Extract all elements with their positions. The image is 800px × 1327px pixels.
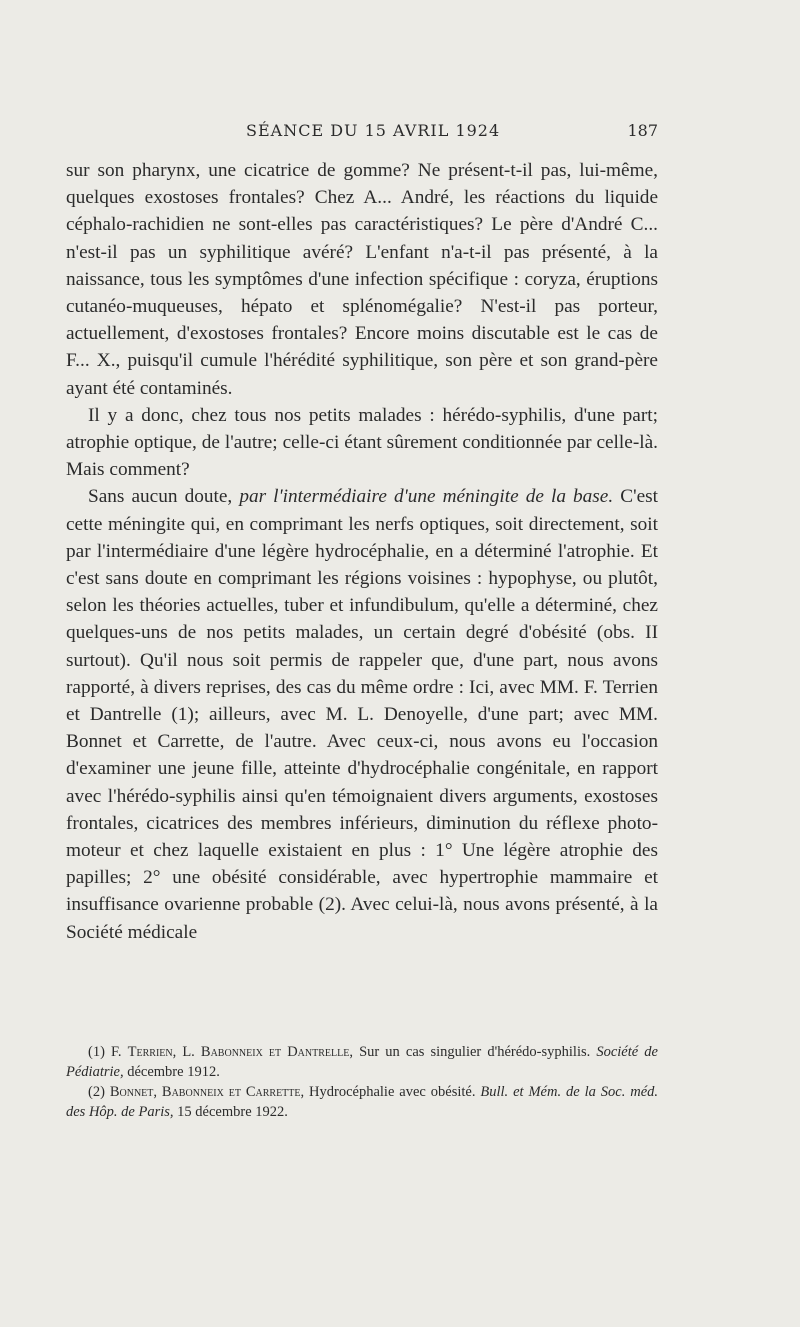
running-header (66, 121, 658, 141)
paragraph-3-italic: par l'intermédiaire d'une méningite de la base. (239, 486, 614, 508)
header-title: SÉANCE DU 15 AVRIL 1924 (246, 121, 501, 140)
paragraph-3-rest: C'est cette méningite qui, en comprimant les nerfs optiques, soit directement, soit par l'intermédiaire d'une légère hydrocéphalie, en a déterminé l'atrophie. Et c'est sans doute en comprimant les régions voisines : hypophyse, ou plutôt, selon les théories actuelles, tuber et infundibulum, qu'elle a déterminé, chez quelques-uns de nos petits malades, un certain degré d'obésité (obs. II surtout). Qu'il nous soit permis de rappeler que, d'une part, nous avons rapporté, à divers reprises, des cas du même ordre : Ici, avec MM. F. Terrien et Dantrelle (1); ailleurs, avec M. L. Denoyelle, d'une part; avec MM. Bonnet et Carrette, de l'autre. Avec ceux-ci, nous avons eu l'occasion d'examiner une jeune fille, atteinte d'hydrocéphalie congénitale, en rapport avec l'hérédo-syphilis ainsi qu'en témoignaient divers arguments, exostoses frontales, cicatrices des membres inférieurs, diminution du réflexe photo-moteur et chez laquelle existaient en plus : 1° Une légère atrophie des papilles; 2° une obésité considérable, avec hypertrophie mammaire et insuffisance ovarienne probable (2). Avec celui-là, nous avons présenté, à la Société médicale (66, 486, 659, 943)
footnotes (66, 1042, 658, 1122)
footnote-2-number: (2) (88, 1084, 110, 1100)
body-text (66, 157, 658, 946)
footnote-2-text: Hydrocéphalie avec obésité. (304, 1084, 481, 1100)
paragraph-2: Il y a donc, chez tous nos petits malades : hérédo-syphilis, d'une part; atrophie optique, de l'autre; celle-ci étant sûrement conditionnée par celle-là. Mais comment? (66, 404, 658, 481)
footnote-1 (66, 1042, 658, 1082)
paragraph-1: sur son pharynx, une cicatrice de gomme? Ne présent-t-il pas, lui-même, quelques exostoses frontales? Chez A... André, les réactions du liquide céphalo-rachidien ne sont-elles pas caractéristiques? Le père d'André C... n'est-il pas un syphilitique avéré? L'enfant n'a-t-il pas présenté, à la naissance, tous les symptômes d'une infection spécifique : coryza, éruptions cutanéo-muqueuses, hépato et splénomégalie? N'est-il pas porteur, actuellement, d'exostoses frontales? Encore moins discutable est le cas de F... X., puisqu'il cumule l'hérédité syphilitique, son père et son grand-père ayant été contaminés. (66, 160, 658, 399)
footnote-1-text: Sur un cas singulier d'hérédo-syphilis. (352, 1044, 597, 1060)
footnote-2 (66, 1082, 658, 1122)
footnote-1-journal: Société de Pédiatrie, (66, 1044, 658, 1080)
footnote-1-authors: Terrien, L. Babonneix et Dantrelle, (127, 1044, 353, 1060)
paragraph-3-start: Sans aucun doute, (88, 486, 240, 508)
footnote-2-journal: Bull. et Mém. de la Soc. méd. des Hôp. de Paris, (66, 1084, 659, 1120)
footnote-2-authors: Bonnet, Babonneix et Carrette, (109, 1084, 305, 1100)
page-number: 187 (627, 121, 658, 140)
paragraph-3 (66, 483, 658, 945)
footnote-2-date: 15 décembre 1922. (173, 1104, 288, 1120)
footnote-1-date: décembre 1912. (123, 1064, 220, 1080)
footnote-1-number: (1) F. (88, 1044, 128, 1060)
